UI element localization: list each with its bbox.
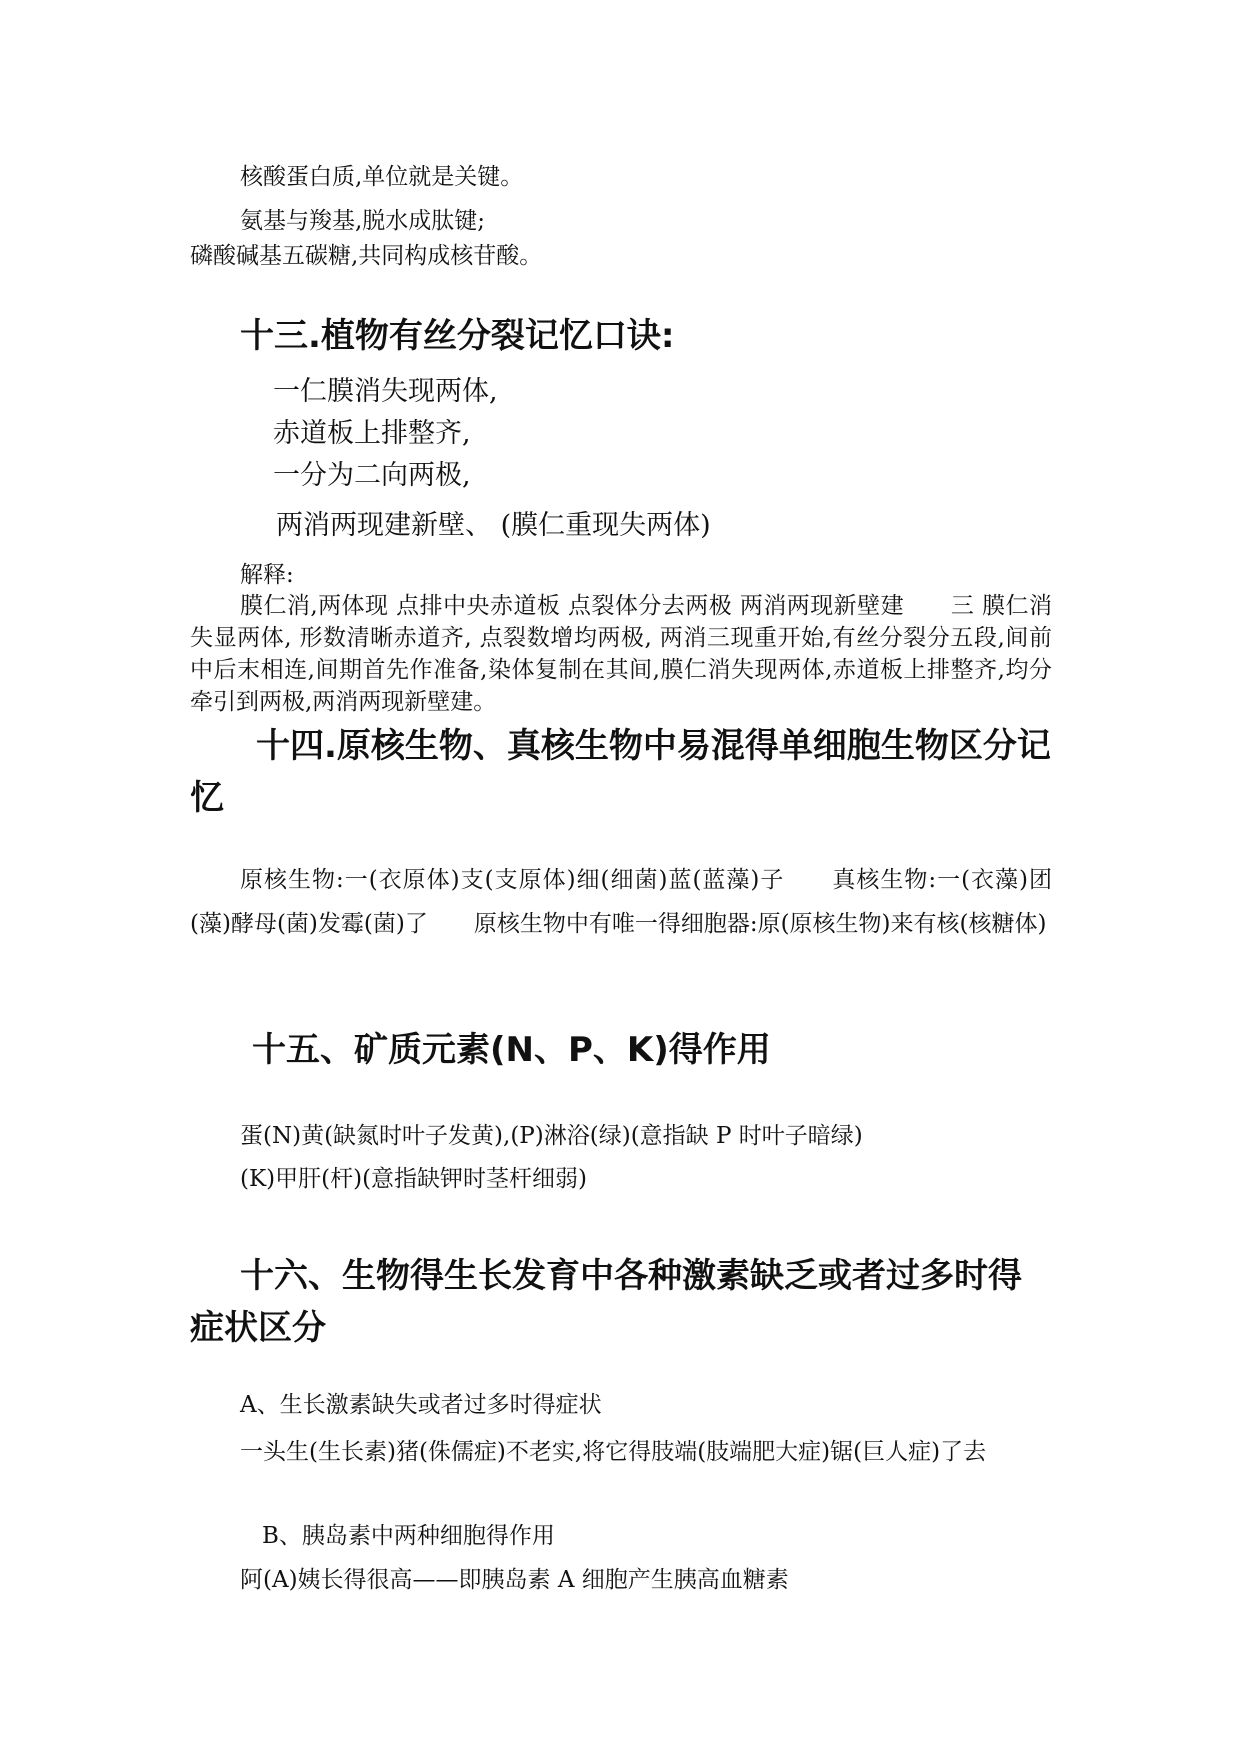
section-16-text-a: 一头生(生长素)猪(侏儒症)不老实,将它得肢端(肢端肥大症)锯(巨人症)了去	[240, 1439, 987, 1465]
section-15-line-1: 蛋(N)黄(缺氮时叶子发黄),(P)淋浴(绿)(意指缺 P 时叶子暗绿)	[240, 1123, 863, 1149]
intro-line-2: 氨基与羧基,脱水成肽键;	[240, 208, 486, 234]
section-13-heading: 十三.植物有丝分裂记忆口诀:	[240, 316, 675, 356]
section-16-heading: 十六、生物得生长发育中各种激素缺乏或者过多时得症状区分	[190, 1256, 1022, 1348]
section-16-sub-a: A、生长激素缺失或者过多时得症状	[240, 1392, 602, 1418]
section-14-paragraph: 原核生物:一(衣原体)支(支原体)细(细菌)蓝(蓝藻)子 真核生物:一(衣藻)团(藻)酵母(菌)发霉(菌)了 原核生物中有唯一得细胞器:原(原核生物)来有核(核糖体)	[190, 867, 1052, 937]
poem-line-3: 一分为二向两极,	[273, 460, 471, 491]
intro-line-1: 核酸蛋白质,单位就是关键。	[240, 164, 524, 190]
section-16-sub-b: B、胰岛素中两种细胞得作用	[262, 1523, 555, 1549]
intro-line-3: 磷酸碱基五碳糖,共同构成核苷酸。	[190, 243, 543, 269]
poem-line-1: 一仁膜消失现两体,	[273, 376, 498, 407]
section-16-text-b: 阿(A)姨长得很高——即胰岛素 A 细胞产生胰高血糖素	[240, 1567, 789, 1593]
section-15-line-2: (K)甲肝(杆)(意指缺钾时茎杆细弱)	[240, 1166, 588, 1192]
poem-line-4: 两消两现建新壁、 (膜仁重现失两体)	[276, 510, 711, 541]
section-15-heading: 十五、矿质元素(N、P、K)得作用	[252, 1030, 771, 1070]
poem-line-2: 赤道板上排整齐,	[273, 418, 471, 449]
explain-paragraph: 膜仁消,两体现 点排中央赤道板 点裂体分去两极 两消两现新壁建 三 膜仁消失显两体, 形数清晰赤道齐, 点裂数增均两极, 两消三现重开始,有丝分裂分五段,间前中后末相连,间期首先作准备,染体复制在其间,膜仁消失现两体,赤道板上排整齐,均分牵引到两极,两消两现新壁建。	[190, 593, 1052, 715]
explain-label: 解释:	[240, 562, 294, 588]
section-14-heading: 十四.原核生物、真核生物中易混得单细胞生物区分记忆	[190, 726, 1051, 818]
